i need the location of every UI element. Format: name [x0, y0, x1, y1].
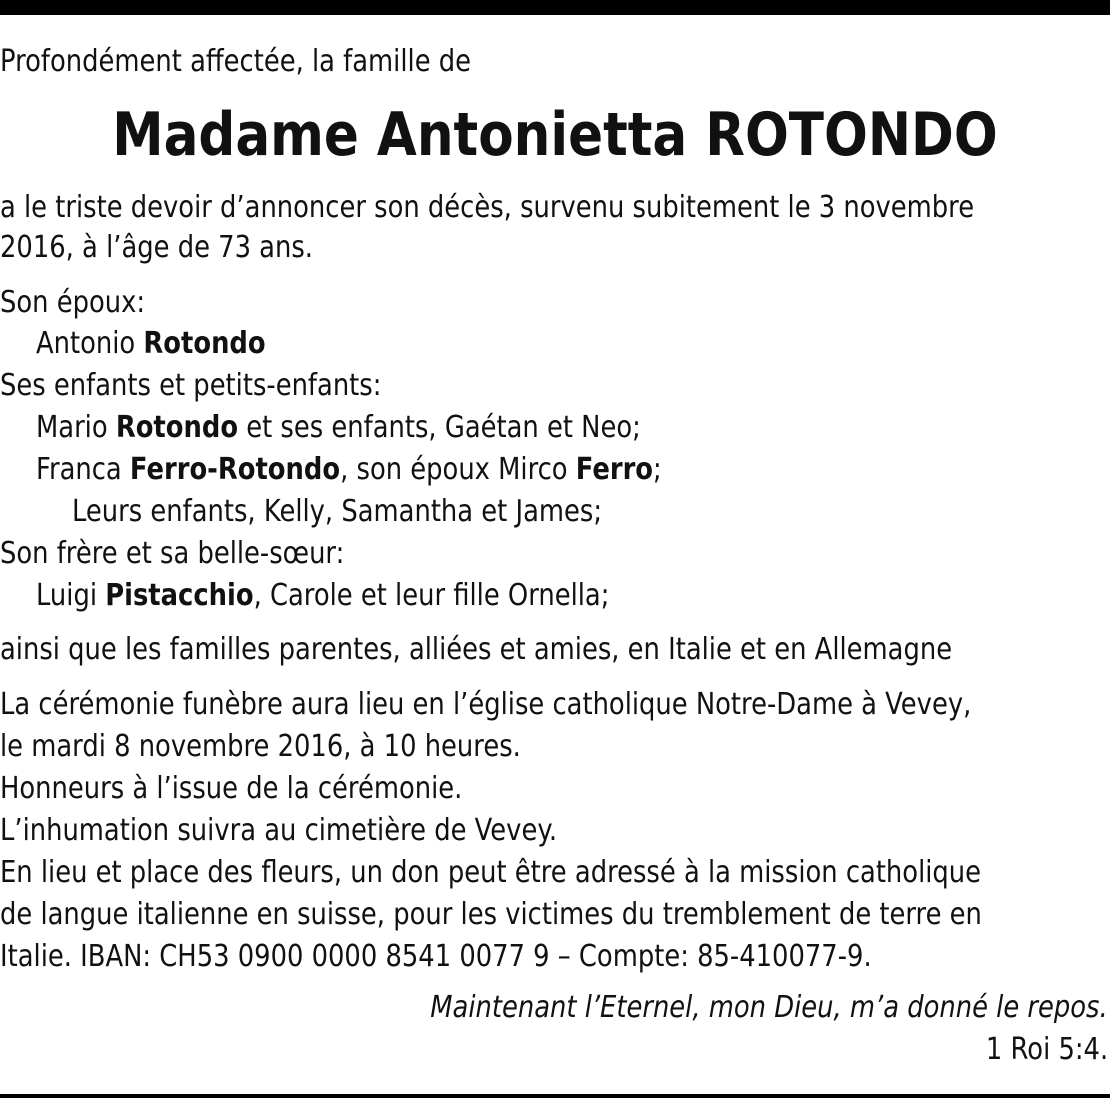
bottom-rule: [0, 1094, 1110, 1098]
ceremony-line-2: le mardi 8 novembre 2016, à 10 heures.: [0, 729, 521, 764]
verse-quote: Maintenant l’Eternel, mon Dieu, m’a donné le repos.: [430, 990, 1108, 1025]
spouse-heading: Son époux:: [0, 285, 146, 320]
deceased-name: Madame Antonietta ROTONDO: [112, 100, 998, 170]
ceremony-line-6: de langue italienne en suisse, pour les victimes du tremblement de terre en: [0, 897, 982, 932]
ceremony-line-1: La cérémonie funèbre aura lieu en l’église catholique Notre-Dame à Vevey,: [0, 687, 972, 722]
child-entry-2: Franca Ferro-Rotondo, son époux Mirco Ferro;: [36, 452, 662, 487]
children-heading: Ses enfants et petits-enfants:: [0, 368, 382, 403]
ceremony-line-7: Italie. IBAN: CH53 0900 0000 8541 0077 9 – Compte: 85-410077-9.: [0, 939, 872, 974]
spouse-entry: Antonio Rotondo: [36, 326, 266, 361]
ceremony-line-5: En lieu et place des fleurs, un don peut être adressé à la mission catholique: [0, 855, 982, 890]
grandchildren-entry: Leurs enfants, Kelly, Samantha et James;: [72, 494, 603, 529]
sibling-entry: Luigi Pistacchio, Carole et leur fille Ornella;: [36, 578, 610, 613]
verse-reference: 1 Roi 5:4.: [985, 1032, 1108, 1067]
intro-text: Profondément affectée, la famille de: [0, 44, 472, 79]
sibling-heading: Son frère et sa belle-sœur:: [0, 536, 345, 571]
families-text: ainsi que les familles parentes, alliées et amies, en Italie et en Allemagne: [0, 632, 953, 667]
top-rule: [0, 0, 1110, 15]
announce-line-1: a le triste devoir d’annoncer son décès, survenu subitement le 3 novembre: [0, 190, 975, 225]
announce-line-2: 2016, à l’âge de 73 ans.: [0, 230, 313, 265]
child-entry-1: Mario Rotondo et ses enfants, Gaétan et Neo;: [36, 410, 641, 445]
ceremony-line-4: L’inhumation suivra au cimetière de Vevey.: [0, 813, 558, 848]
ceremony-line-3: Honneurs à l’issue de la cérémonie.: [0, 771, 463, 806]
